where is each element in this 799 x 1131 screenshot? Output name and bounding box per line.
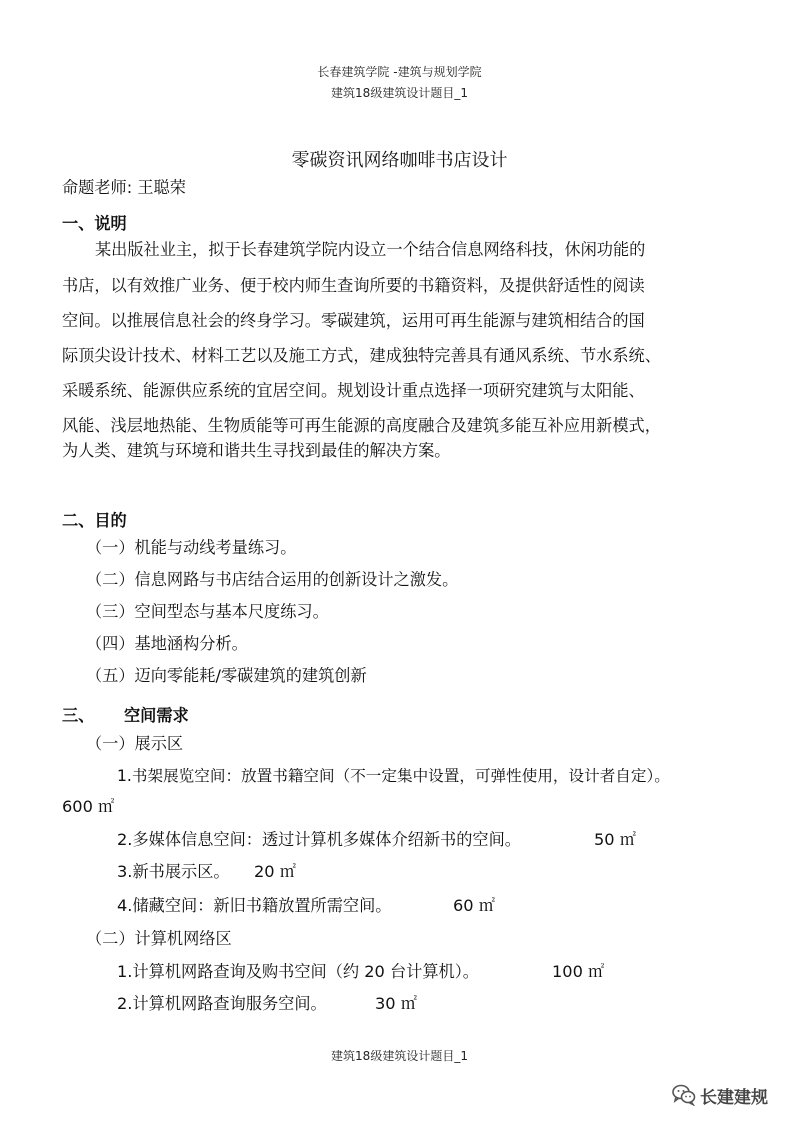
page-footer: 建筑18级建筑设计题目_1 — [331, 1049, 468, 1063]
teacher-line: 命题老师: 王聪荣 — [62, 178, 186, 197]
group-1-item-1-area: 600 ㎡ — [62, 797, 115, 816]
group-2-title: （二）计算机网络区 — [86, 929, 232, 948]
group-1-title: （一）展示区 — [86, 734, 184, 753]
header-line-1: 长春建筑学院 -建筑与规划学院 — [317, 65, 482, 79]
group-1-item-2-text: 2.多媒体信息空间：透过计算机多媒体介绍新书的空间。 — [117, 830, 521, 849]
group-1-item-1-text: 1.书架展览空间：放置书籍空间（不一定集中设置，可弹性使用，设计者自定）。 — [117, 767, 670, 785]
group-2-item-2-text: 2.计算机网路查询服务空间。 — [117, 994, 327, 1013]
group-1-item-4-area: 60 ㎡ — [453, 896, 495, 915]
section-2-item: （三）空间型态与基本尺度练习。 — [86, 602, 329, 621]
section-1-line: 际顶尖设计技术、材料工艺以及施工方式，建成独特完善具有通风系统、节水系统、 — [62, 346, 661, 365]
section-3-heading-number: 三、 — [62, 706, 95, 725]
watermark-text: 长建建规 — [700, 1087, 768, 1108]
group-1-item-3-area: 20 ㎡ — [254, 862, 296, 881]
section-2-item: （五）迈向零能耗/零碳建筑的建筑创新 — [86, 666, 367, 685]
section-1-line: 为人类、建筑与环境和谐共生寻找到最佳的解决方案。 — [62, 441, 451, 460]
section-2-item: （二）信息网路与书店结合运用的创新设计之激发。 — [86, 570, 459, 589]
section-1-line: 某出版社业主，拟于长春建筑学院内设立一个结合信息网络科技，休闲功能的 — [95, 240, 646, 259]
section-1-heading: 一、说明 — [62, 214, 127, 233]
section-2-item: （四）基地涵构分析。 — [86, 634, 248, 653]
section-1-line: 书店，以有效推广业务、便于校内师生查询所要的书籍资料，及提供舒适性的阅读 — [62, 276, 645, 295]
group-2-item-1-text: 1.计算机网路查询及购书空间（约 20 台计算机）。 — [117, 962, 479, 981]
group-1-item-2-area: 50 ㎡ — [594, 830, 636, 849]
header-line-2: 建筑18级建筑设计题目_1 — [331, 86, 468, 100]
group-1-item-3-text: 3.新书展示区。 — [117, 862, 230, 881]
group-1-item-4-text: 4.储藏空间：新旧书籍放置所需空间。 — [117, 896, 392, 915]
section-1-line: 空间。以推展信息社会的终身学习。零碳建筑，运用可再生能源与建筑相结合的国 — [62, 311, 645, 330]
section-1-line: 风能、浅层地热能、生物质能等可再生能源的高度融合及建筑多能互补应用新模式， — [62, 416, 661, 435]
section-3-heading-text: 空间需求 — [124, 706, 189, 725]
section-2-heading: 二、目的 — [62, 511, 127, 530]
section-1-line: 采暖系统、能源供应系统的宜居空间。规划设计重点选择一项研究建筑与太阳能、 — [62, 381, 645, 400]
wechat-icon — [672, 1084, 696, 1106]
document-title: 零碳资讯网络咖啡书店设计 — [291, 150, 508, 171]
watermark — [672, 1081, 768, 1109]
group-2-item-2-area: 30 ㎡ — [375, 994, 417, 1013]
section-2-item: （一）机能与动线考量练习。 — [86, 538, 297, 557]
group-2-item-1-area: 100 ㎡ — [552, 962, 605, 981]
